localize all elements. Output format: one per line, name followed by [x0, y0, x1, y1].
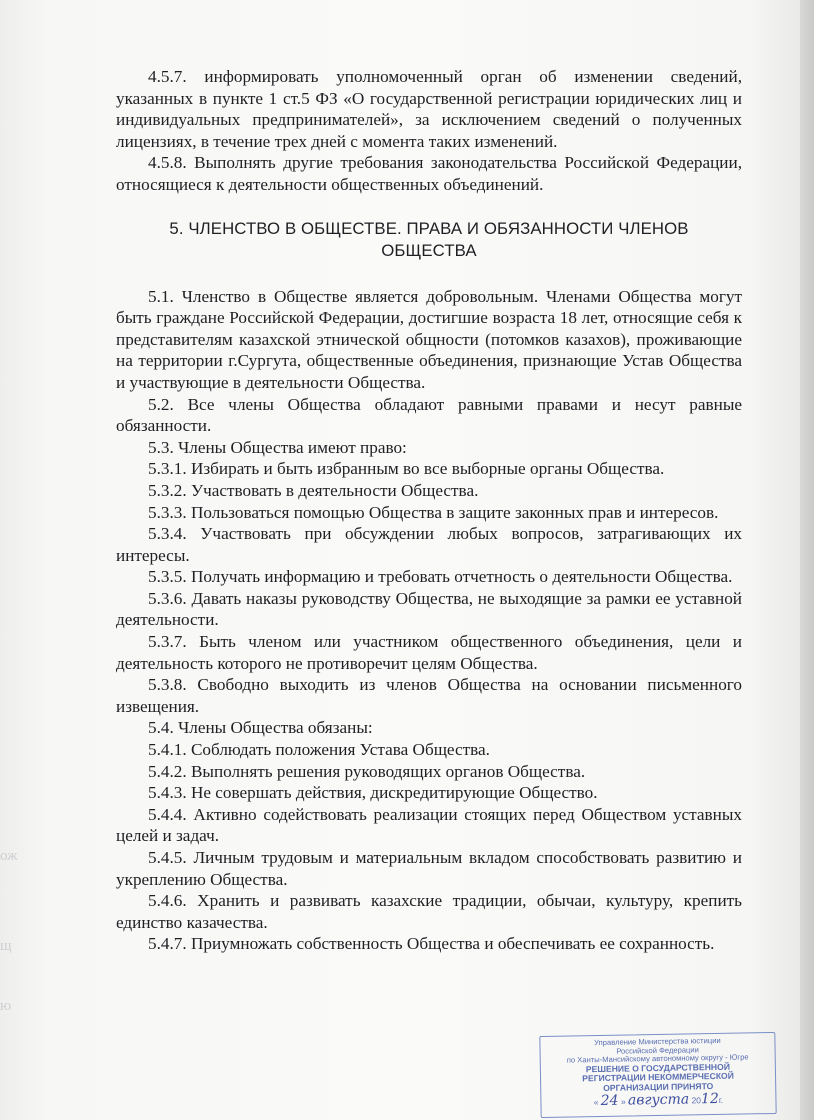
paragraph-5-3-1: 5.3.1. Избирать и быть избранным во все выборные органы Общества. — [148, 459, 665, 479]
section-heading-line1: 5. ЧЛЕНСТВО В ОБЩЕСТВЕ. ПРАВА И ОБЯЗАННОСТИ ЧЛЕНОВ — [169, 218, 689, 238]
paragraph-5-3-2: 5.3.2. Участвовать в деятельности Общества. — [148, 480, 479, 500]
paragraph-4-5-8: 4.5.8. Выполнять другие требования законодательства Российской Федерации, относящиеся к деятельности общественных объединений. — [116, 153, 742, 194]
section-heading — [116, 218, 742, 262]
paragraph-5-3-4: 5.3.4. Участвовать при обсуждении любых вопросов, затрагивающих их интересы. — [116, 524, 742, 565]
paragraph-5-4-2: 5.4.2. Выполнять решения руководящих органов Общества. — [148, 761, 586, 781]
paragraph-5-3-6: 5.3.6. Давать наказы руководству Общества, не выходящие за рамки ее уставной деятельности. — [116, 588, 742, 630]
paragraph-5-3-5: 5.3.5. Получать информацию и требовать отчетность о деятельности Общества. — [148, 567, 733, 587]
paragraph-5-1: 5.1. Членство в Обществе является добровольным. Членами Общества могут быть граждане Российской Федерации, достигшие возраста 18 лет, относящие себя к представителям казахской этнической общности (потомков казахов), проживающие на территории г.Сургута, общественные объединения, признающие Устав Общества и участвующие в деятельности Общества. — [116, 286, 742, 392]
stamp-day: 24 — [600, 1092, 619, 1110]
paragraph-5-3-8: 5.3.8. Свободно выходить из членов Общества на основании письменного извещения. — [116, 675, 742, 716]
stamp-line: ОРГАНИЗАЦИИ ПРИНЯТО — [603, 1080, 714, 1093]
paragraph-5-4-7: 5.4.7. Приумножать собственность Общества и обеспечивать ее сохранность. — [148, 934, 715, 954]
stamp-line: Управление Министерства юстиции — [594, 1035, 721, 1048]
paragraph-5-4-1: 5.4.1. Соблюдать положения Устава Общества. — [148, 740, 490, 760]
bleed-through-mark: ож — [0, 848, 18, 864]
paragraph-5-2: 5.2. Все члены Общества обладают равными правами и несут равные обязанности. — [116, 394, 742, 436]
paragraph-5-4-4: 5.4.4. Активно содействовать реализации стоящих перед Обществом уставных целей и задач. — [116, 804, 742, 846]
stamp-year-suffix: 12 — [700, 1090, 719, 1108]
paragraph-4-5-7: 4.5.7. информировать уполномоченный орган об изменении сведений, указанных в пункте 1 ст.5 ФЗ «О государственной регистрации юридических лиц и индивидуальных предпринимателей», за исключением сведений о полученных лицензиях, в течение трех дней с момента таких изменений. — [116, 67, 742, 151]
section-heading-line2: ОБЩЕСТВА — [381, 240, 477, 260]
stamp-line: РЕШЕНИЕ О ГОСУДАРСТВЕННОЙ — [585, 1061, 731, 1075]
stamp-date: « 24 » августа 2012г. — [593, 1090, 724, 1110]
paragraph-5-3-7: 5.3.7. Быть членом или участником общественного объединения, цели и деятельность которого не противоречит целям Общества. — [116, 632, 742, 673]
stamp-line: РЕГИСТРАЦИИ НЕКОММЕРЧЕСКОЙ — [582, 1070, 734, 1084]
bleed-through-mark: ю — [0, 998, 12, 1014]
paragraph-5-4-3: 5.4.3. Не совершать действия, дискредитирующие Общество. — [148, 783, 598, 803]
stamp-line: по Ханты-Мансийскому автономному округу - Югре — [566, 1052, 749, 1065]
stamp-year-prefix: 20 — [691, 1095, 702, 1106]
stamp-month: августа — [627, 1091, 690, 1109]
page-edge-shadow — [800, 0, 814, 1120]
bleed-through-mark: щ — [0, 938, 12, 954]
stamp-year-mark: г. — [718, 1094, 724, 1105]
paragraph-5-3-3: 5.3.3. Пользоваться помощью Общества в защите законных прав и интересов. — [148, 502, 719, 522]
paragraph-5-3: 5.3. Члены Общества имеют право: — [148, 437, 407, 457]
paragraph-5-4: 5.4. Члены Общества обязаны: — [148, 718, 373, 738]
paragraph-5-4-5: 5.4.5. Личным трудовым и материальным вкладом способствовать развитию и укреплению Общества. — [116, 848, 742, 889]
registration-stamp — [539, 1032, 776, 1118]
stamp-line: Российской Федерации — [616, 1044, 699, 1056]
paragraph-5-4-6: 5.4.6. Хранить и развивать казахские традиции, обычаи, культуру, крепить единство казачества. — [116, 891, 742, 932]
document-body — [116, 66, 742, 955]
